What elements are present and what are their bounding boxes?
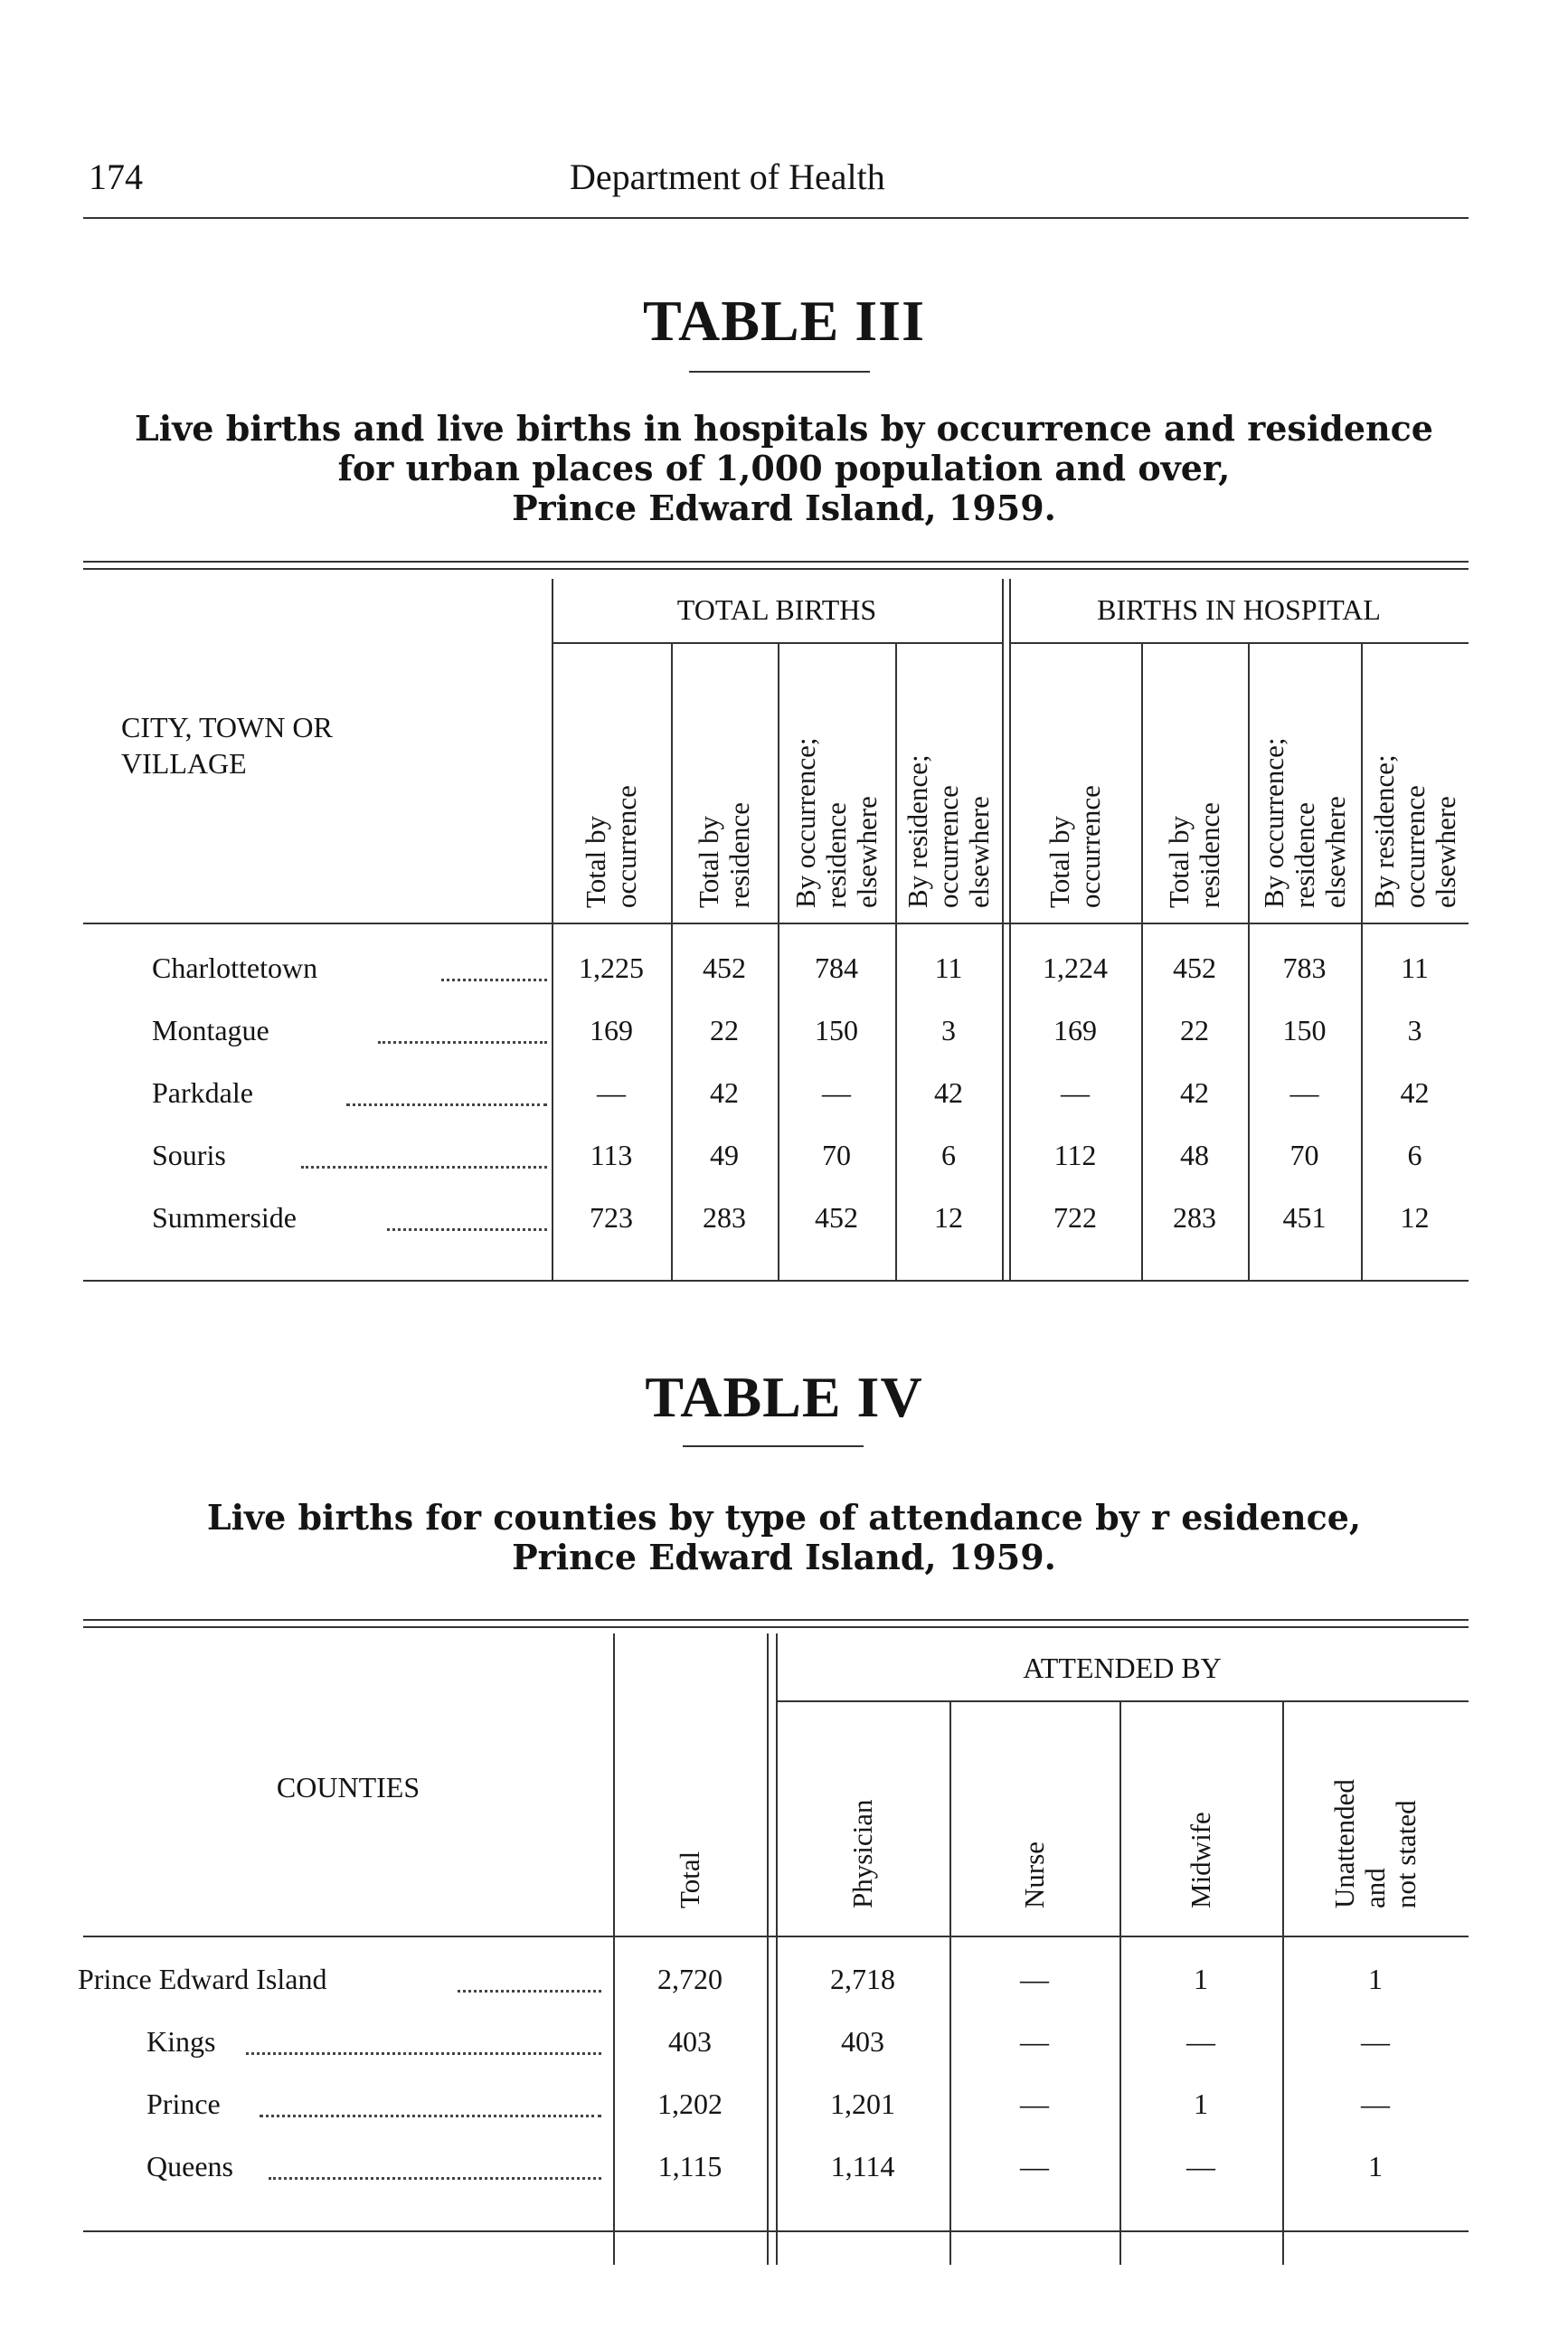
table3-row-place: Parkdale [152,1076,253,1109]
table4-column-header-5-line: Unattended [1328,1779,1360,1908]
table4-row-value: 403 [841,2025,884,2058]
table3-row-value: — [1289,1076,1319,1109]
table4-column-header-1 [613,1635,767,1917]
table4-row-value: 1,114 [830,2150,895,2182]
table3-row-value: 42 [934,1076,963,1109]
table4-row-leader [246,2052,601,2055]
table4-column-header-3 [949,1704,1119,1917]
table3-row-place: Charlottetown [152,951,318,984]
table4-row-value: 1 [1194,1963,1208,1995]
table3-row-value: 42 [1400,1076,1430,1109]
table3-row-value: 1,225 [579,951,644,984]
table4-bottom-rule [83,2230,1469,2232]
table4-column-header-4-label [1185,1812,1216,1908]
table3-row-value: 783 [1282,951,1327,984]
table4-row-value: — [1020,2088,1049,2120]
table3-column-header-3-line: residence [820,801,852,908]
table3-row-place: Montague [152,1014,269,1046]
table3-stub-header-line-2: VILLAGE [121,747,247,780]
table3-row-value: 169 [1053,1014,1097,1046]
running-header: Department of Health [570,156,885,197]
table3-row-value: 6 [941,1139,956,1171]
table4-row-value: — [1186,2025,1215,2058]
table3-column-header-2-label [694,802,755,908]
table4-column-header-5-line: not stated [1390,1800,1422,1908]
table4-row-value: 1 [1194,2088,1208,2120]
table4-row-value: 1 [1368,2150,1383,2182]
table3-row-leader [441,979,547,981]
table3-row-value: 283 [1173,1201,1216,1234]
table4-row-value: 1,115 [657,2150,723,2182]
table3-column-header-7-line: elsewhere [1318,796,1351,908]
table4-row-leader [260,2115,601,2117]
table3-group-header-hospital: BIRTHS IN HOSPITAL [1097,593,1381,626]
table3-column-header-5-line: occurrence [1074,785,1106,908]
table4-caption-line-1: Live births for counties by type of attendance by r esidence, [206,1497,1362,1538]
table3-row-value: — [822,1076,851,1109]
table3-title: TABLE III [643,289,925,353]
table4-row-value: — [1020,2025,1049,2058]
table3-column-header-8-line: elsewhere [1429,796,1461,908]
table3-column-header-1-label [581,785,642,908]
table4-group-header: ATTENDED BY [1023,1652,1222,1684]
table3-row-value: 70 [822,1139,851,1171]
table3-column-header-8-line: occurrence [1398,785,1431,908]
table3-row-value: 452 [1173,951,1216,984]
table4-stub-header: COUNTIES [276,1771,420,1804]
table3-row-value: 42 [1180,1076,1209,1109]
table4-row-value: — [1361,2088,1390,2120]
table3-column-header-2-line: Total by [693,815,724,908]
table4-row-county: Kings [146,2025,216,2058]
table3-top-rule-1 [83,561,1469,563]
table4-row-leader [458,1990,601,1993]
table4-column-header-2-line: Physician [846,1799,878,1908]
table3-row-value: 70 [1289,1139,1319,1171]
table3-header-body-rule [83,923,1469,924]
table3-column-header-7-line: residence [1288,801,1320,908]
table4-row-county: Queens [146,2150,233,2182]
table3-column-header-4-line: occurrence [932,785,964,908]
table3-caption-line-1: Live births and live births in hospitals by occurrence and residence [135,408,1433,449]
table4-row-value: — [1020,2150,1049,2182]
table3-column-header-8-label [1369,754,1461,908]
table3-top-rule-2 [83,568,1469,570]
table3-column-header-4 [895,646,1002,917]
table3-row-value: 48 [1180,1139,1209,1171]
table3-row-value: 49 [710,1139,739,1171]
table3-row-leader [301,1166,547,1169]
table3-column-header-6-line: Total by [1163,815,1195,908]
table3-row-value: — [597,1076,626,1109]
table3-row-leader [346,1103,547,1106]
table3-column-header-3-line: By occurrence; [789,737,821,908]
table3-row-place: Summerside [152,1201,297,1234]
table4-column-header-4-line: Midwife [1185,1812,1216,1908]
table4-row-value: 1,201 [830,2088,895,2120]
table4-top-rule-2 [83,1626,1469,1628]
table3-row-value: 3 [1407,1014,1422,1046]
table4-row-value: 403 [668,2025,712,2058]
table3-row-value: — [1061,1076,1090,1109]
table3-row-value: 112 [1053,1139,1097,1171]
table4-title: TABLE IV [645,1365,923,1429]
table3-row-leader [378,1041,547,1044]
table4-row-value: 1 [1368,1963,1383,1995]
table3-column-header-3-label [790,738,883,908]
table4-column-header-2-label [847,1799,878,1908]
header-rule [83,217,1469,219]
table3-column-header-4-line: By residence; [902,754,933,908]
table3-column-header-5 [1009,646,1141,917]
table4-column-header-5 [1282,1704,1469,1917]
table4-column-header-3-line: Nurse [1018,1841,1050,1908]
table3-group-under-rule-a [552,642,1002,644]
table4-row-value: 1,202 [657,2088,723,2120]
table3-column-header-2-line: residence [723,801,755,908]
table3-column-header-1 [552,646,671,917]
table3-column-header-5-line: Total by [1044,815,1075,908]
table4-row-leader [269,2177,601,2180]
table3-column-header-7-line: By occurrence; [1257,737,1289,908]
table3-row-value: 452 [703,951,746,984]
table3-row-value: 42 [710,1076,739,1109]
table4-column-header-1-line: Total [674,1851,705,1908]
table4-column-header-4 [1119,1704,1282,1917]
table4-row-county: Prince [146,2088,221,2120]
table3-stub-header-line-1: CITY, TOWN OR [121,711,333,743]
table3-column-header-7-label [1259,738,1351,908]
page-number: 174 [89,156,143,197]
table3-column-header-5-label [1044,785,1106,908]
table4-title-rule [683,1445,864,1447]
table3-row-value: 12 [1400,1201,1430,1234]
table4-top-rule-1 [83,1619,1469,1621]
table3-row-value: 113 [590,1139,633,1171]
table3-column-header-1-line: occurrence [610,785,642,908]
table4-column-header-3-label [1019,1841,1050,1908]
table3-row-value: 11 [934,951,963,984]
table3-row-value: 6 [1407,1139,1422,1171]
table4-row-value: — [1020,1963,1049,1995]
table3-row-value: 12 [934,1201,963,1234]
table3-row-value: 150 [1282,1014,1327,1046]
table3-bottom-rule [83,1280,1469,1282]
table3-column-header-4-line: elsewhere [963,796,995,908]
table4-column-header-2 [776,1704,949,1917]
table4-row-value: 2,720 [657,1963,723,1995]
table3-column-header-8-line: By residence; [1367,754,1400,908]
table3-column-header-6-line: residence [1194,801,1225,908]
table3-row-value: 22 [1180,1014,1209,1046]
table3-column-header-2 [671,646,778,917]
table3-row-value: 11 [1401,951,1429,984]
table4-row-value: — [1361,2025,1390,2058]
table4-header-body-rule [83,1936,1469,1937]
table3-row-value: 722 [1053,1201,1097,1234]
table4-caption-line-2: Prince Edward Island, 1959. [512,1537,1056,1577]
table3-group-divider-a [1002,579,1004,1280]
table3-column-header-3-line: elsewhere [851,796,883,908]
table3-row-value: 3 [941,1014,956,1046]
table3-column-header-7 [1248,646,1361,917]
table3-row-value: 1,224 [1043,951,1108,984]
table3-caption-line-2: for urban places of 1,000 population and over, [337,448,1231,488]
table3-column-header-4-label [902,754,995,908]
table3-row-value: 723 [590,1201,633,1234]
table4-row-value: — [1186,2150,1215,2182]
table4-column-header-1-label [675,1851,705,1908]
table4-column-header-5-line: and [1359,1868,1391,1908]
table3-column-header-6 [1141,646,1248,917]
table4-total-divider-a [767,1633,769,2265]
table3-row-value: 452 [815,1201,858,1234]
table3-row-place: Souris [152,1139,226,1171]
table3-row-value: 784 [815,951,858,984]
table3-column-header-6-label [1164,802,1225,908]
table4-row-value: 2,718 [830,1963,895,1995]
table3-column-header-8 [1361,646,1469,917]
table3-row-value: 169 [590,1014,633,1046]
table3-group-header-total: TOTAL BIRTHS [676,593,877,626]
table3-group-under-rule-b [1009,642,1469,644]
table3-column-header-3 [778,646,895,917]
table3-row-value: 451 [1282,1201,1327,1234]
table3-row-leader [387,1228,547,1231]
table3-row-value: 150 [815,1014,858,1046]
table4-row-county: Prince Edward Island [78,1963,327,1995]
table3-caption-line-3: Prince Edward Island, 1959. [512,488,1056,528]
table3-row-value: 283 [703,1201,746,1234]
table3-column-header-1-line: Total by [580,815,611,908]
table4-column-header-5-label [1329,1779,1422,1908]
table3-row-value: 22 [710,1014,739,1046]
table4-group-under-rule [776,1700,1469,1702]
table3-title-rule [689,371,870,373]
